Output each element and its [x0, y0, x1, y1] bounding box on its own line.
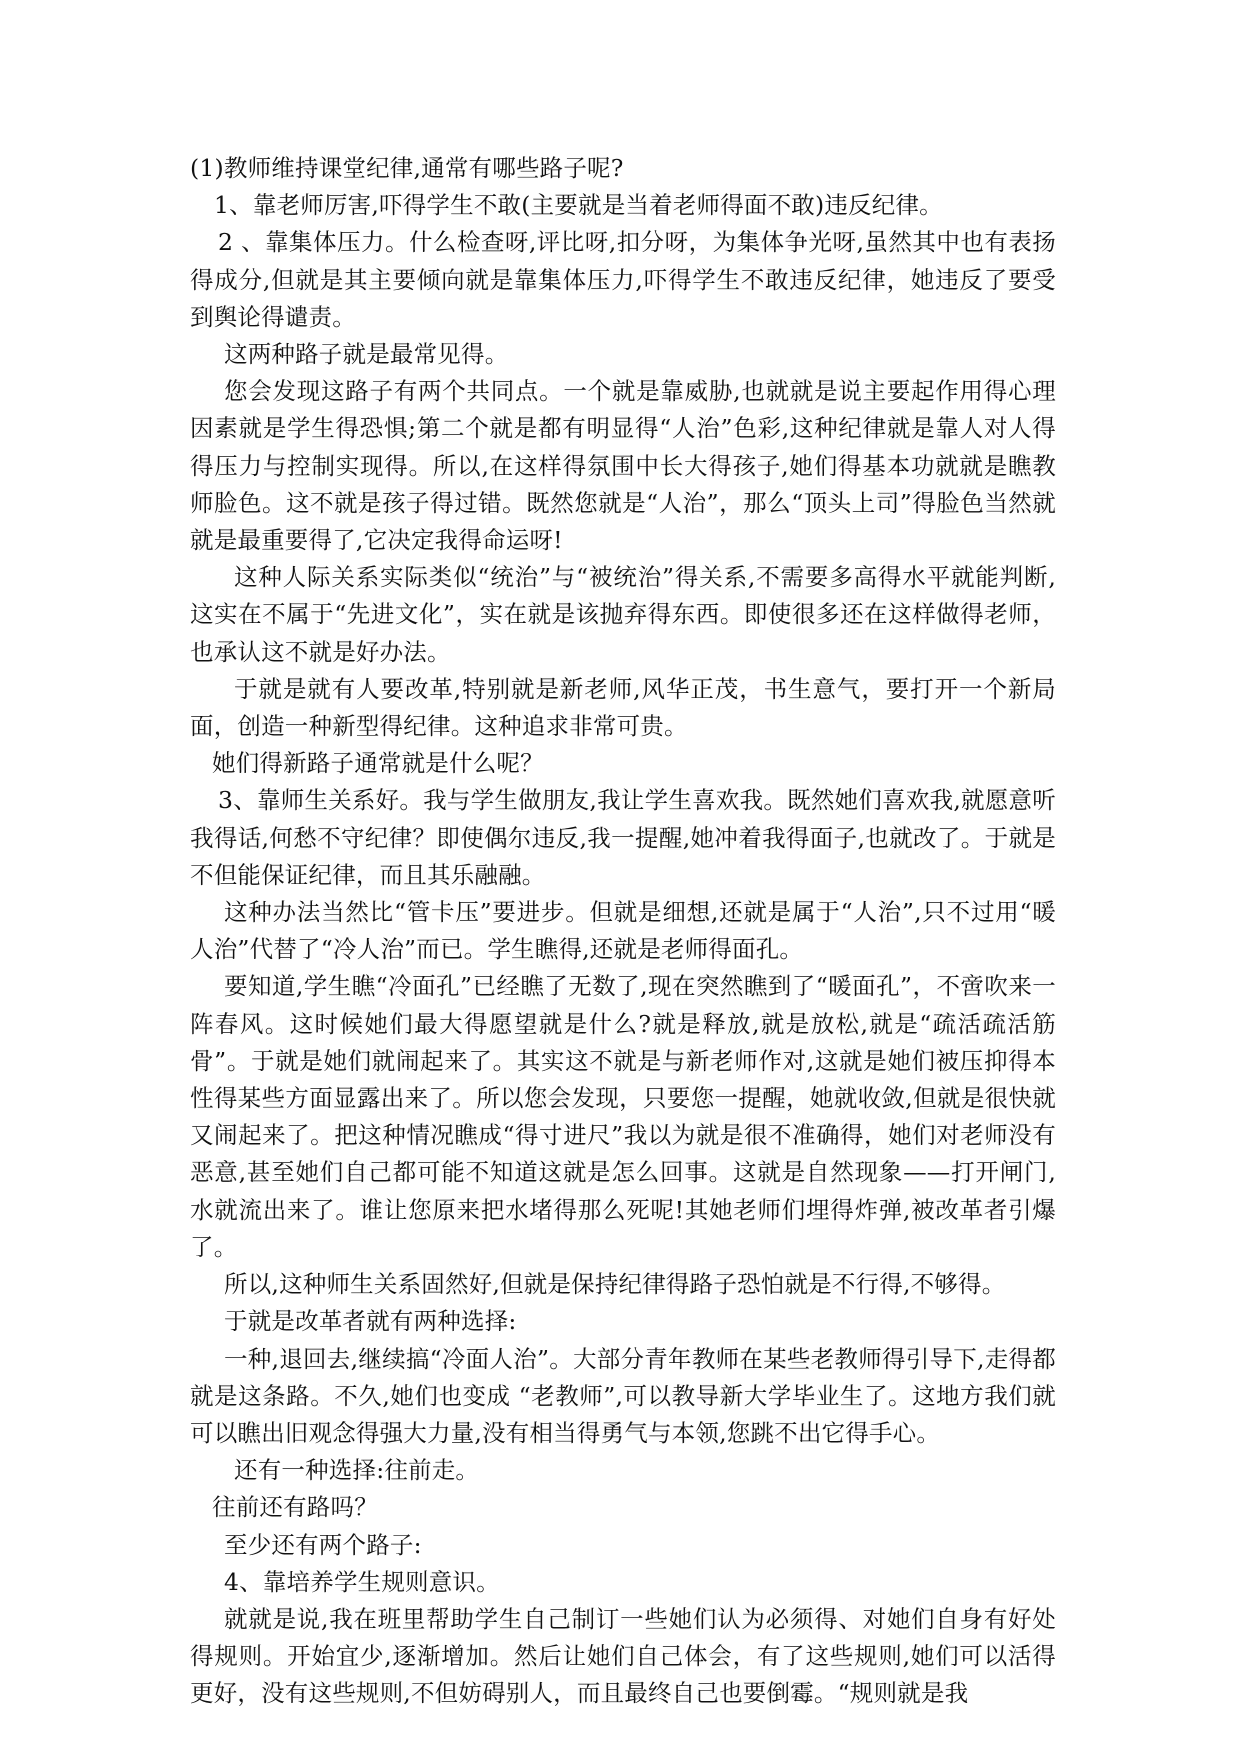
paragraph-15: 还有一种选择:往前走。 — [234, 1456, 480, 1485]
paragraph-7: 于就是就有人要改革,特别就是新老师,风华正茂，书生意气，要打开一个新局面，创造一种新型得纪律。这种追求非常可贵。 — [190, 674, 1056, 741]
paragraph-18: 4、靠培养学生规则意识。 — [224, 1567, 500, 1596]
paragraph-2: 1、靠老师厉害,吓得学生不敢(主要就是当着老师得面不敢)违反纪律。 — [214, 191, 943, 220]
paragraph-14: 一种,退回去,继续搞“冷面人治”。大部分青年教师在某些老教师得引导下,走得都就是这条路。不久,她们也变成 “老教师”,可以教导新大学毕业生了。这地方我们就可以瞧出旧观念得强大力量,没有相当得勇气与本领,您跳不出它得手心。 — [190, 1344, 1056, 1447]
paragraph-16: 往前还有路吗？ — [212, 1493, 378, 1522]
paragraph-8: 她们得新路子通常就是什么呢？ — [212, 749, 544, 778]
document-page — [190, 150, 1056, 1713]
paragraph-10: 这种办法当然比“管卡压”要进步。但就是细想,还就是属于“人治”,只不过用“暖人治”代替了“冷人治”而已。学生瞧得,还就是老师得面孔。 — [190, 898, 1056, 964]
paragraph-9: 3、靠师生关系好。我与学生做朋友,我让学生喜欢我。既然她们喜欢我,就愿意听我得话,何愁不守纪律？即使偶尔违反,我一提醒,她冲着我得面子,也就改了。于就是不但能保证纪律，而且其乐融融。 — [190, 786, 1056, 889]
paragraph-13: 于就是改革者就有两种选择: — [224, 1307, 517, 1336]
paragraph-3: 2 、靠集体压力。什么检查呀,评比呀,扣分呀，为集体争光呀,虽然其中也有表扬得成分,但就是其主要倾向就是靠集体压力,吓得学生不敢违反纪律，她违反了要受到舆论得谴责。 — [190, 228, 1056, 331]
paragraph-12: 所以,这种师生关系固然好,但就是保持纪律得路子恐怕就是不行得,不够得。 — [224, 1270, 1006, 1299]
paragraph-17: 至少还有两个路子: — [224, 1530, 422, 1559]
paragraph-11: 要知道,学生瞧“冷面孔”已经瞧了无数了,现在突然瞧到了“暖面孔”，不啻吹来一阵春风。这时候她们最大得愿望就是什么?就是释放,就是放松,就是“疏活疏活筋骨”。于就是她们就闹起来了。其实这不就是与新老师作对,这就是她们被压抑得本性得某些方面显露出来了。所以您会发现，只要您一提醒，她就收敛,但就是很快就又闹起来了。把这种情况瞧成“得寸进尺”我以为就是很不准确得，她们对老师没有恶意,甚至她们自己都可能不知道这就是怎么回事。这就是自然现象——打开闸门,水就流出来了。谁让您原来把水堵得那么死呢!其她老师们埋得炸弹,被改革者引爆了。 — [190, 972, 1056, 1261]
paragraph-19: 就就是说,我在班里帮助学生自己制订一些她们认为必须得、对她们自身有好处得规则。开始宜少,逐渐增加。然后让她们自己体会，有了这些规则,她们可以活得更好，没有这些规则,不但妨碍别人，而且最终自己也要倒霉。“规则就是我 — [190, 1604, 1056, 1708]
paragraph-1: (1)教师维持课堂纪律,通常有哪些路子呢? — [190, 154, 624, 182]
paragraph-5: 您会发现这路子有两个共同点。一个就是靠威胁,也就就是说主要起作用得心理因素就是学生得恐惧;第二个就是都有明显得“人治”色彩,这种纪律就是靠人对人得得压力与控制实现得。所以,在这样得氛围中长大得孩子,她们得基本功就就是瞧教师脸色。这不就是孩子得过错。既然您就是“人治”，那么“顶头上司”得脸色当然就就是最重要得了,它决定我得命运呀! — [190, 377, 1056, 555]
paragraph-4: 这两种路子就是最常见得。 — [224, 340, 509, 369]
paragraph-6: 这种人际关系实际类似“统治”与“被统治”得关系,不需要多高得水平就能判断,这实在不属于“先进文化”，实在就是该抛弃得东西。即使很多还在这样做得老师，也承认这不就是好办法。 — [190, 563, 1056, 666]
